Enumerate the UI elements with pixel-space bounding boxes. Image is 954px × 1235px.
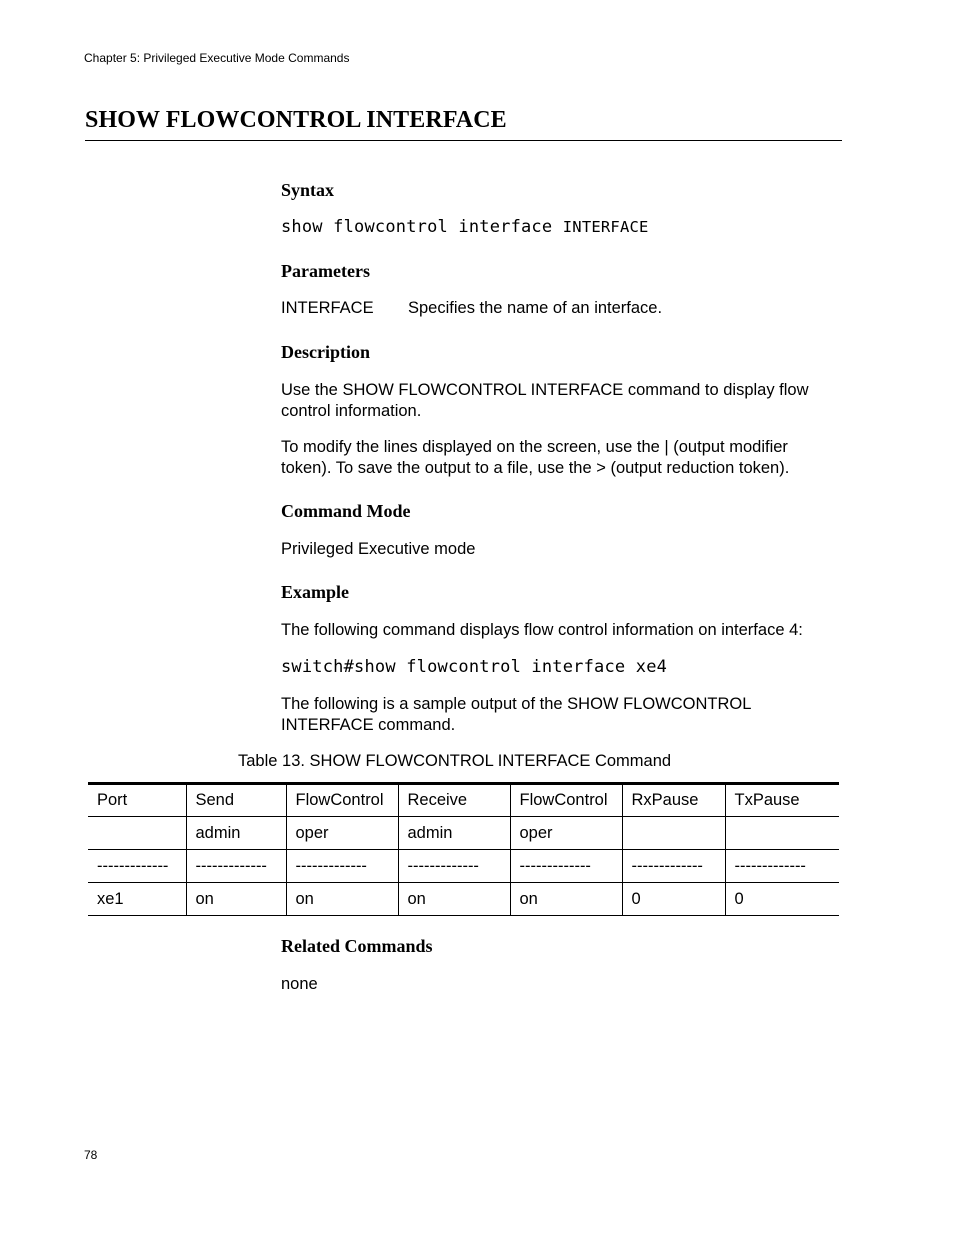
- table-cell: -------------: [398, 850, 510, 883]
- command-mode-heading: Command Mode: [281, 501, 411, 521]
- table-cell: -------------: [186, 850, 286, 883]
- table-cell: -------------: [510, 850, 622, 883]
- table-row: [88, 850, 839, 883]
- related-commands-heading: Related Commands: [281, 936, 433, 956]
- table-cell: oper: [510, 817, 622, 850]
- description-line: Use the SHOW FLOWCONTROL INTERFACE command to display flow: [281, 381, 809, 399]
- flowcontrol-table: [88, 782, 839, 916]
- syntax-command: [281, 217, 649, 237]
- table-cell: [88, 817, 186, 850]
- table-cell: Port: [88, 784, 186, 817]
- table-cell: on: [186, 883, 286, 916]
- table-row: [88, 883, 839, 916]
- example-sample-line: The following is a sample output of the SHOW FLOWCONTROL: [281, 695, 752, 713]
- description-line: token). To save the output to a file, use the > (output reduction token).: [281, 459, 790, 477]
- table-cell: [725, 817, 839, 850]
- table-cell: -------------: [286, 850, 398, 883]
- table-cell: FlowControl: [286, 784, 398, 817]
- table-cell: RxPause: [622, 784, 725, 817]
- table-cell: on: [286, 883, 398, 916]
- table-cell: oper: [286, 817, 398, 850]
- table-row: [88, 817, 839, 850]
- table-cell: -------------: [622, 850, 725, 883]
- table-cell: -------------: [725, 850, 839, 883]
- table-cell: 0: [622, 883, 725, 916]
- table-cell: admin: [398, 817, 510, 850]
- command-mode-text: Privileged Executive mode: [281, 540, 476, 558]
- syntax-heading: Syntax: [281, 180, 335, 200]
- description-paragraph-2: [281, 437, 841, 479]
- parameter-name: INTERFACE: [281, 299, 374, 317]
- description-heading: Description: [281, 342, 370, 362]
- related-commands-text: none: [281, 975, 318, 993]
- title-rule: [85, 140, 842, 141]
- table-cell: FlowControl: [510, 784, 622, 817]
- example-intro: The following command displays flow control information on interface 4:: [281, 621, 803, 639]
- table-cell: admin: [186, 817, 286, 850]
- table-cell: [622, 817, 725, 850]
- example-sample-line: INTERFACE command.: [281, 716, 456, 734]
- table-cell: Send: [186, 784, 286, 817]
- table-cell: Receive: [398, 784, 510, 817]
- parameter-description: Specifies the name of an interface.: [408, 299, 663, 317]
- table-caption: Table 13. SHOW FLOWCONTROL INTERFACE Command: [238, 752, 672, 770]
- description-paragraph-1: [281, 380, 841, 422]
- syntax-argument: INTERFACE: [562, 218, 649, 236]
- description-line: To modify the lines displayed on the screen, use the | (output modifier: [281, 438, 788, 456]
- example-heading: Example: [281, 582, 350, 602]
- syntax-command-text: show flowcontrol interface: [281, 217, 553, 237]
- table-cell: TxPause: [725, 784, 839, 817]
- table-cell: xe1: [88, 883, 186, 916]
- table-cell: 0: [725, 883, 839, 916]
- page-number: 78: [84, 1148, 98, 1162]
- table-header-row: [88, 784, 839, 817]
- parameters-heading: Parameters: [281, 261, 370, 281]
- example-sample-text: [281, 694, 841, 736]
- table-cell: on: [510, 883, 622, 916]
- table-cell: -------------: [88, 850, 186, 883]
- running-head: Chapter 5: Privileged Executive Mode Commands: [84, 51, 350, 65]
- table-cell: on: [398, 883, 510, 916]
- example-command: switch#show flowcontrol interface xe4: [281, 657, 668, 677]
- description-line: control information.: [281, 402, 422, 420]
- page-title: SHOW FLOWCONTROL INTERFACE: [85, 107, 507, 133]
